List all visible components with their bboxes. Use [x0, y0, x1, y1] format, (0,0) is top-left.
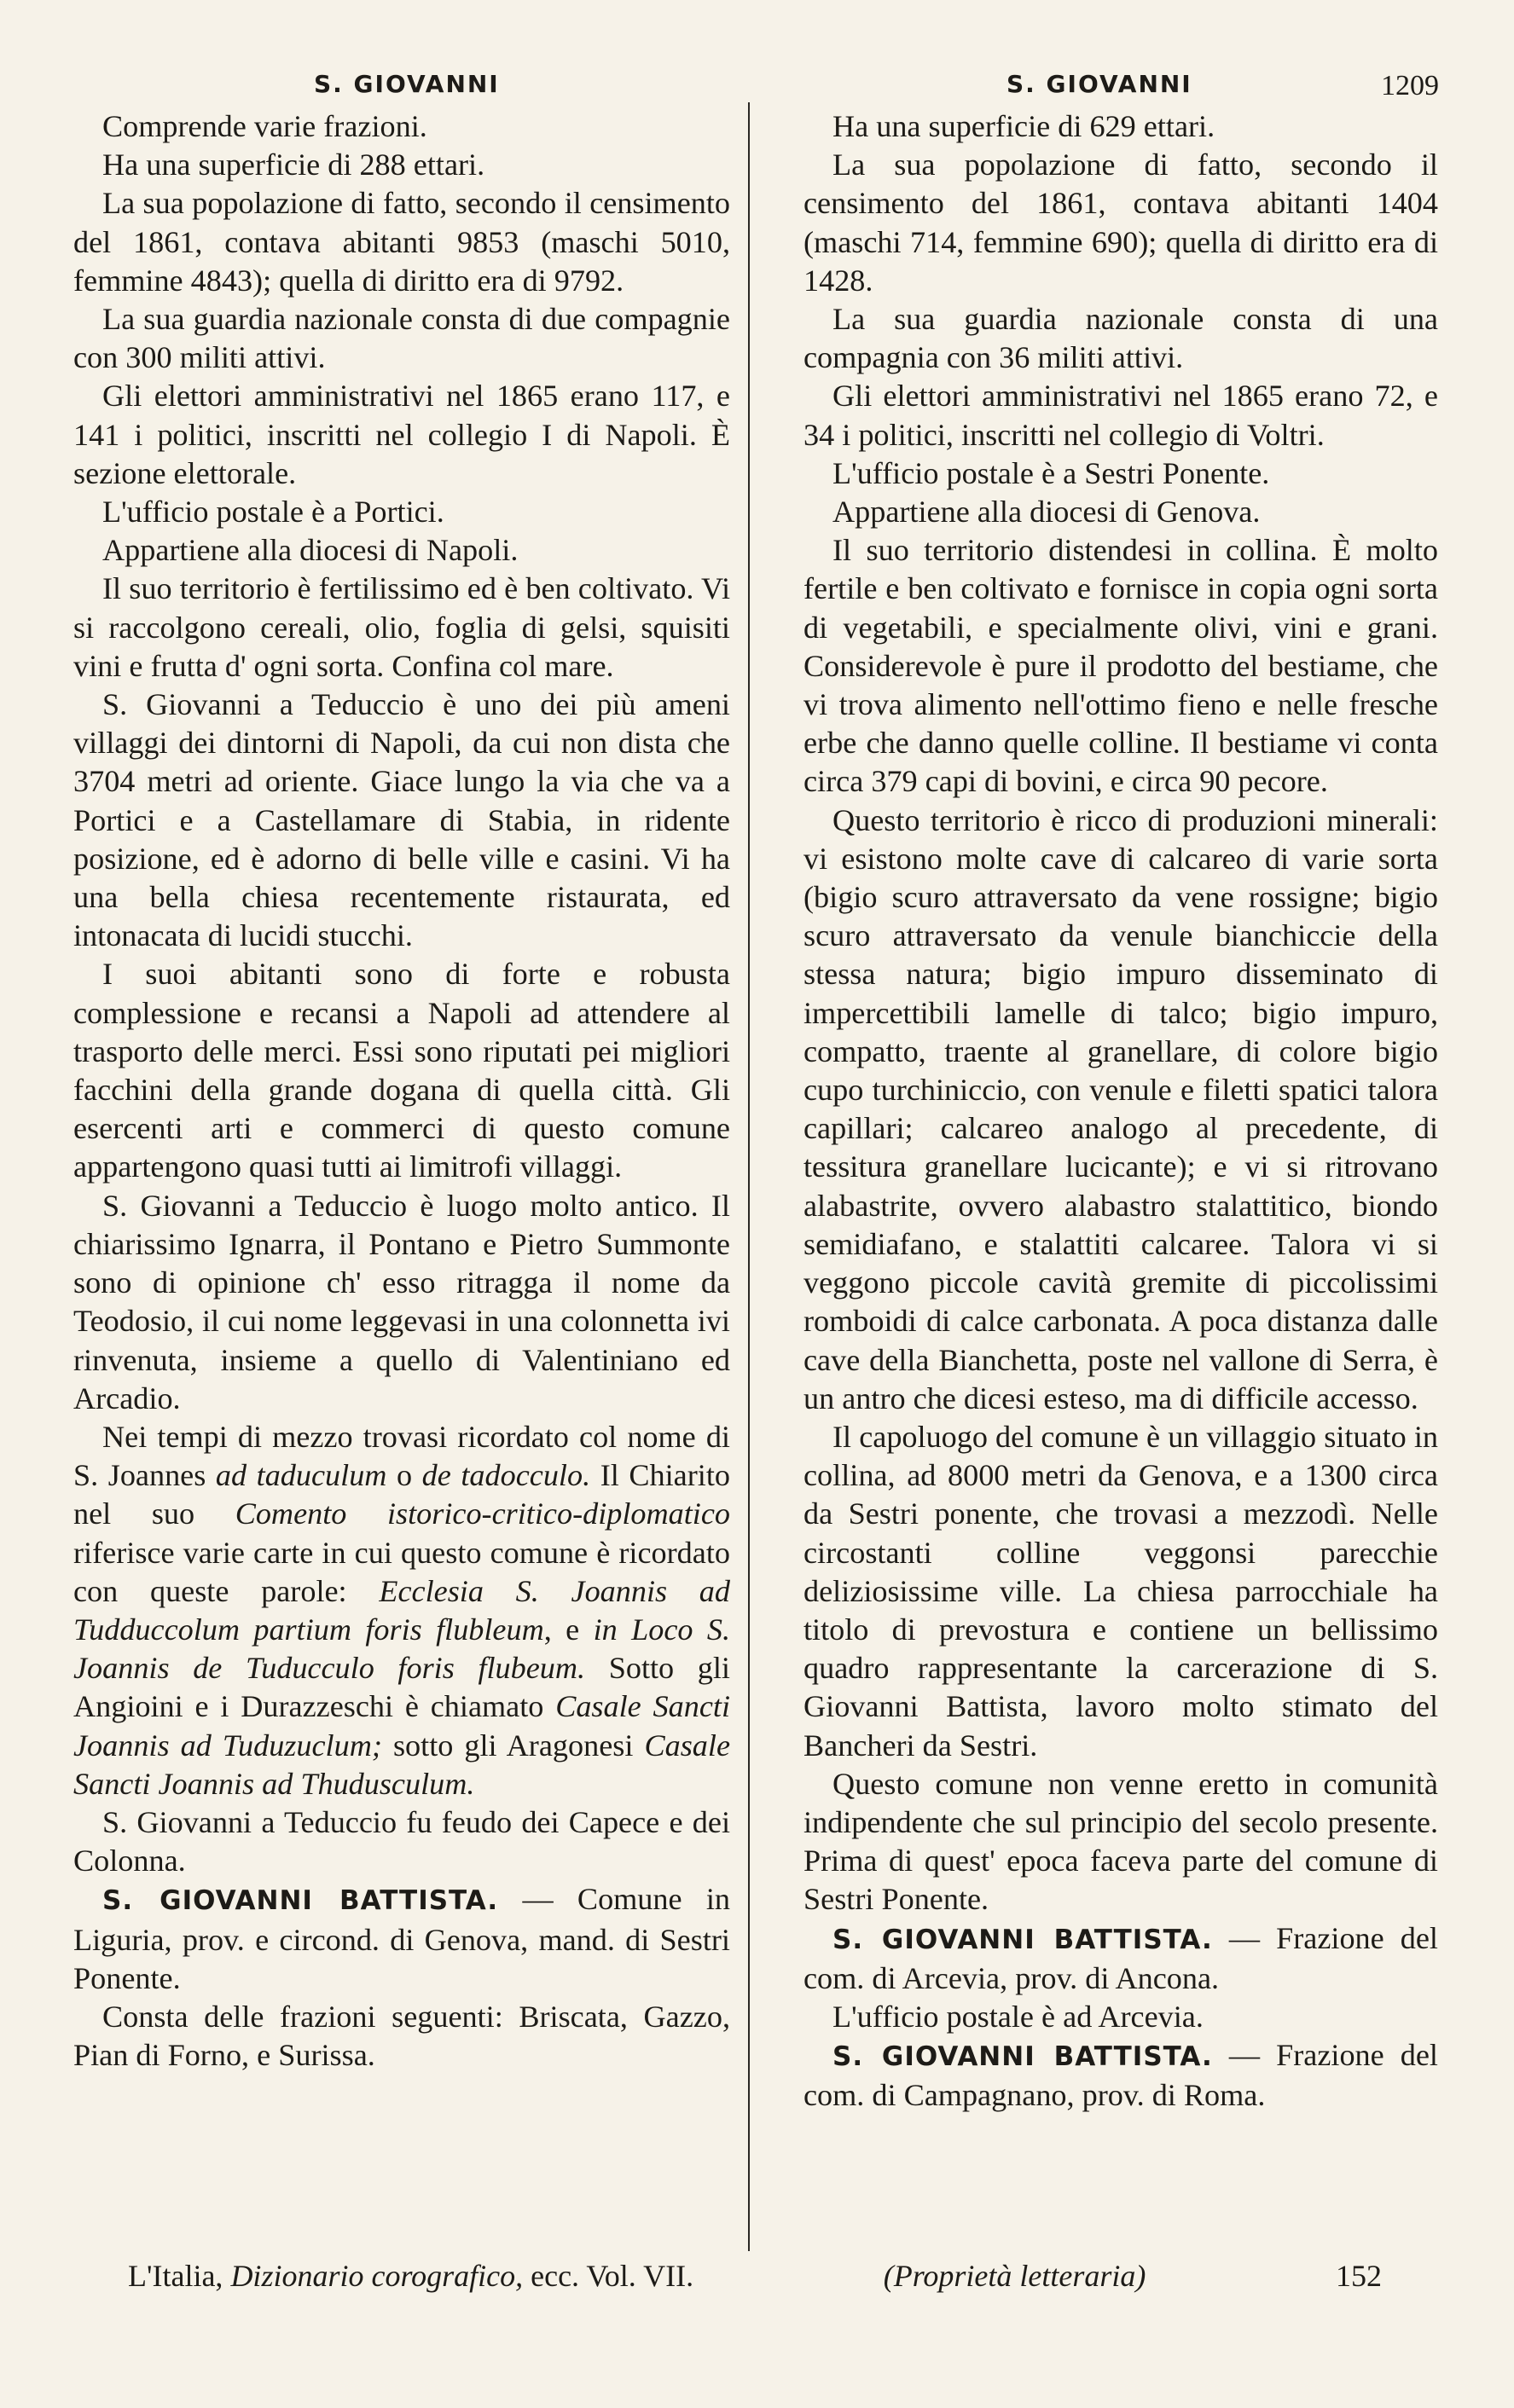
paragraph: Appartiene alla diocesi di Genova.	[832, 495, 1261, 530]
paragraph: La sua guardia nazionale consta di una compagnia con 36 militi attivi.	[803, 302, 1438, 375]
paragraph: La sua popolazione di fatto, secondo il censimento del 1861, contava abitanti 9853 (maschi 5010, femmine 4843); quella di diritto era di 9792.	[73, 186, 730, 298]
paragraph: S. Giovanni a Teduccio è luogo molto antico. Il chiarissimo Ignarra, il Pontano e Pietro Summonte sono di opinione ch' esso ritragga il nome da Teodosio, il cui nome leggevasi in una colonnetta ivi rinvenuta, insieme a quello di Valentiniano ed Arcadio.	[73, 1188, 730, 1415]
paragraph: L'ufficio postale è a Sestri Ponente.	[832, 455, 1270, 490]
paragraph: Gli elettori amministrativi nel 1865 erano 117, e 141 i politici, inscritti nel collegio I di Napoli. È sezione elettorale.	[73, 379, 730, 490]
paragraph: Gli elettori amministrativi nel 1865 erano 72, e 34 i politici, inscritti nel collegio di Voltri.	[803, 379, 1438, 452]
paragraph: Ha una superficie di 288 ettari.	[102, 148, 485, 182]
right-column	[803, 107, 1438, 2116]
footer	[128, 2258, 1382, 2294]
entry-heading-paragraph: S. GIOVANNI BATTISTA. — Frazione del com. di Campagnano, prov. di Roma.	[803, 2038, 1438, 2113]
paragraph: I suoi abitanti sono di forte e robusta complessione e recansi a Napoli ad attendere al trasporto delle merci. Essi sono riputati pei migliori facchini della grande dogana di quella città. Gli esercenti arti e commerci di questo comune appartengono quasi tutti ai limitrofi villaggi.	[73, 957, 730, 1184]
paragraph: Comprende varie frazioni.	[102, 109, 427, 143]
entry-heading: S. GIOVANNI BATTISTA.	[832, 2041, 1213, 2073]
paragraph: Questo comune non venne eretto in comunità indipendente che sul principio del secolo presente. Prima di quest' epoca faceva parte del comune di Sestri Ponente.	[803, 1766, 1438, 1917]
paragraph: La sua guardia nazionale consta di due compagnie con 300 militi attivi.	[73, 302, 730, 375]
running-head-right: S. GIOVANNI	[1006, 70, 1192, 98]
page-number: 1209	[1381, 70, 1439, 101]
footer-work: L'Italia, Dizionario corografico, ecc. Vol. VII.	[128, 2259, 694, 2293]
paragraph: Il suo territorio distendesi in collina. È molto fertile e ben coltivato e fornisce in copia ogni sorta di vegetabili, e specialmente olivi, vini e grani. Considerevole è pure il prodotto del bestiame, che vi trova alimento nell'ottimo fieno e nelle fresche erbe che danno quelle colline. Il bestiame vi conta circa 379 capi di bovini, e circa 90 pecore.	[803, 533, 1438, 799]
running-head-left: S. GIOVANNI	[314, 70, 500, 98]
paragraph: L'ufficio postale è ad Arcevia.	[832, 1999, 1204, 2034]
paragraph: Consta delle frazioni seguenti: Briscata, Gazzo, Pian di Forno, e Surissa.	[73, 1999, 730, 2073]
entry-heading: S. GIOVANNI BATTISTA.	[102, 1885, 499, 1917]
paragraph-medieval-names: Nei tempi di mezzo trovasi ricordato col nome di S. Joannes ad taduculum o de tadocculo. Il Chiarito nel suo Comento istorico-critico-diplomatico riferisce varie carte in cui questo comune è ricordato con queste parole: Ecclesia S. Joannis ad Tudduccolum partium foris flubleum, e in Loco S. Joannis de Tuducculo foris flubeum. Sotto gli Angioini e i Durazzeschi è chiamato Casale Sancti Joannis ad Tuduzuclum; sotto gli Aragonesi Casale Sancti Joannis ad Thudusculum.	[73, 1419, 731, 1801]
paragraph: S. Giovanni a Teduccio è uno dei più ameni villaggi dei dintorni di Napoli, da cui non dista che 3704 metri ad oriente. Giace lungo la via che va a Portici e a Castellamare di Stabia, in ridente posizione, ed è adorno di belle ville e casini. Vi ha una bella chiesa recentemente ristaurata, ed intonacata di lucidi stucchi.	[73, 687, 730, 953]
footer-signature: 152	[1335, 2259, 1382, 2293]
paragraph: La sua popolazione di fatto, secondo il censimento del 1861, contava abitanti 1404 (maschi 714, femmine 690); quella di diritto era di 1428.	[803, 148, 1438, 298]
entry-heading-paragraph: S. GIOVANNI BATTISTA. — Comune in Liguria, prov. e circond. di Genova, mand. di Sestri Ponente.	[73, 1882, 731, 1995]
paragraph: Ha una superficie di 629 ettari.	[832, 109, 1215, 143]
paragraph: Il suo territorio è fertilissimo ed è ben coltivato. Vi si raccolgono cereali, olio, foglia di gelsi, squisiti vini e frutta d' ogni sorta. Confina col mare.	[73, 571, 730, 683]
paragraph: Appartiene alla diocesi di Napoli.	[102, 533, 519, 568]
paragraph: Il capoluogo del comune è un villaggio situato in collina, ad 8000 metri da Genova, e a 1300 circa da Sestri ponente, che trovasi a mezzodì. Nelle circostanti colline veggonsi parecchie deliziosissime ville. La chiesa parrocchiale ha titolo di prevostura e contiene un bellissimo quadro rappresentante la carcerazione di S. Giovanni Battista, lavoro molto stimato del Bancheri da Sestri.	[803, 1419, 1438, 1763]
column-divider	[748, 102, 750, 2251]
paragraph: Questo territorio è ricco di produzioni minerali: vi esistono molte cave di calcareo di varie sorta (bigio scuro attraversato da vene rossigne; bigio scuro attraversato da venule bianchiccie della stessa natura; bigio impuro disseminato di impercettibili lamelle di talco; bigio impuro, compatto, traente al granellare, di colore bigio cupo turchiniccio, con venule e filetti spatici talora capillari; calcareo analogo al precedente, di tessitura granellare lucicante); e vi si ritrovano alabastrite, ovvero alabastro stalattitico, biondo semidiafano, e stalattiti calcaree. Talora vi si veggono piccole cavità gremite di piccolissimi romboidi di calce carbonata. A poca distanza dalle cave della Bianchetta, poste nel vallone di Serra, è un antro che dicesi esteso, ma di difficile accesso.	[803, 802, 1438, 1415]
paragraph: L'ufficio postale è a Portici.	[102, 495, 444, 530]
entry-heading-paragraph: S. GIOVANNI BATTISTA. — Frazione del com. di Arcevia, prov. di Ancona.	[803, 1920, 1438, 1995]
footer-rights: (Proprietà letteraria)	[883, 2259, 1146, 2293]
left-column	[73, 107, 730, 2075]
entry-heading: S. GIOVANNI BATTISTA.	[832, 1924, 1213, 1955]
paragraph: S. Giovanni a Teduccio fu feudo dei Capece e dei Colonna.	[73, 1804, 730, 1878]
